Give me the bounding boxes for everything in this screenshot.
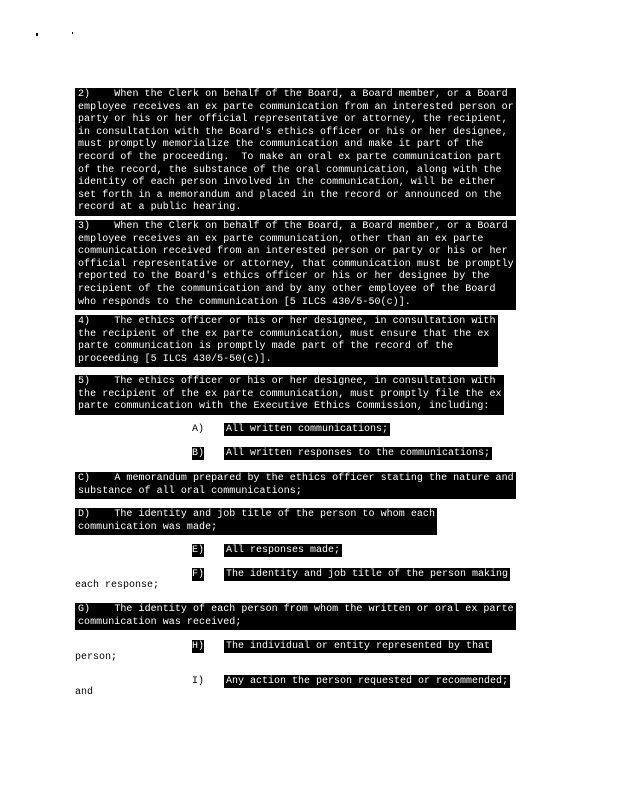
paragraph-line: employee receives an ex parte communication, other than an ex parte (78, 233, 484, 245)
list-item-h-cont: person; (75, 652, 118, 663)
paragraph-line: identity of each person involved in the communication, will be either (78, 177, 496, 189)
list-item-text: The individual or entity represented by that (226, 641, 491, 652)
list-item-text: All written communications; (226, 424, 389, 435)
list-item-text: A memorandum prepared by the ethics officer stating the nature and (114, 473, 514, 484)
paragraph-line: parte communication is promptly made part of the record of the (78, 341, 454, 353)
list-item-f (192, 568, 510, 581)
paragraph-line: set forth in a memorandum and placed in the record or announced on the (78, 189, 502, 201)
list-item-d (75, 508, 437, 535)
paragraph-3 (75, 220, 516, 310)
paragraph-line: official representative or attorney, that communication must be promptly (78, 258, 514, 270)
list-item-i-cont: and (75, 687, 94, 698)
list-marker: I) (192, 676, 205, 687)
paragraph-line: record of the proceeding. To make an oral ex parte communication part (78, 151, 502, 163)
paragraph-line: party or his or her official representative or attorney, the recipient, (78, 114, 508, 126)
list-item-text: All written responses to the communications; (226, 448, 491, 459)
list-item-f-cont: each response; (75, 580, 160, 591)
paragraph-line: 5) The ethics officer or his or her designee, in consultation with (78, 376, 496, 387)
list-marker: A) (192, 424, 205, 435)
list-item-text: Any action the person requested or recommended; (226, 676, 509, 687)
paragraph-line: the recipient of the ex parte communication, must promptly file the ex (78, 388, 502, 400)
paragraph-line: recipient of the communication and by any other employee of the Board (78, 283, 496, 295)
paragraph-2 (75, 88, 516, 216)
list-marker: B) (192, 448, 205, 459)
paragraph-line: 4) The ethics officer or his or her designee, in consultation with (78, 316, 496, 327)
list-marker: F) (192, 569, 205, 580)
list-item-text: The identity and job title of the person to whom each (114, 509, 436, 520)
paragraph-line: the recipient of the ex parte communication, must ensure that the ex (78, 328, 490, 340)
paragraph-line: record at a public hearing. (78, 202, 242, 214)
list-item-c (75, 472, 516, 499)
list-item-b (192, 447, 492, 460)
paragraph-5 (75, 375, 504, 415)
list-item-text-cont: communication was received; (78, 616, 242, 628)
paragraph-line: who responds to the communication [5 ILCS 430/5-50(c)]. (78, 296, 411, 308)
paragraph-line: parte communication with the Executive Ethics Commission, including: (78, 401, 490, 413)
paragraph-line: communication received from an interested person or party or his or her (78, 246, 508, 258)
list-item-text: All responses made; (226, 545, 341, 556)
list-item-e (192, 544, 342, 557)
list-item-i (192, 675, 510, 688)
scan-speck (36, 33, 38, 36)
paragraph-line: in consultation with the Board's ethics officer or his or her designee, (78, 126, 508, 138)
paragraph-line: must promptly memorialize the communication and make it part of the (78, 139, 484, 151)
paragraph-line: of the record, the substance of the oral communication, along with the (78, 164, 502, 176)
paragraph-line: 2) When the Clerk on behalf of the Board, a Board member, or a Board (78, 89, 508, 100)
paragraph-line: proceeding [5 ILCS 430/5-50(c)]. (78, 353, 272, 365)
paragraph-4 (75, 315, 498, 367)
list-item-g (75, 603, 516, 630)
list-item-h (192, 640, 492, 653)
list-item-text: The identity and job title of the person making (226, 569, 509, 580)
list-item-text: The identity of each person from whom the written or oral ex parte (114, 604, 514, 615)
list-item-text-cont: communication was made; (78, 521, 218, 533)
list-marker: D) (78, 509, 91, 520)
paragraph-line: employee receives an ex parte communication from an interested person or (78, 101, 514, 113)
list-marker: G) (78, 604, 91, 615)
list-marker: H) (192, 641, 205, 652)
list-item-text-cont: substance of all oral communications; (78, 485, 302, 497)
scan-speck (72, 32, 73, 34)
list-marker: E) (192, 545, 205, 556)
paragraph-line: reported to the Board's ethics officer or his or her designee by the (78, 271, 490, 283)
list-marker: C) (78, 473, 91, 484)
list-item-a (192, 423, 390, 436)
paragraph-line: 3) When the Clerk on behalf of the Board, a Board member, or a Board (78, 221, 508, 232)
